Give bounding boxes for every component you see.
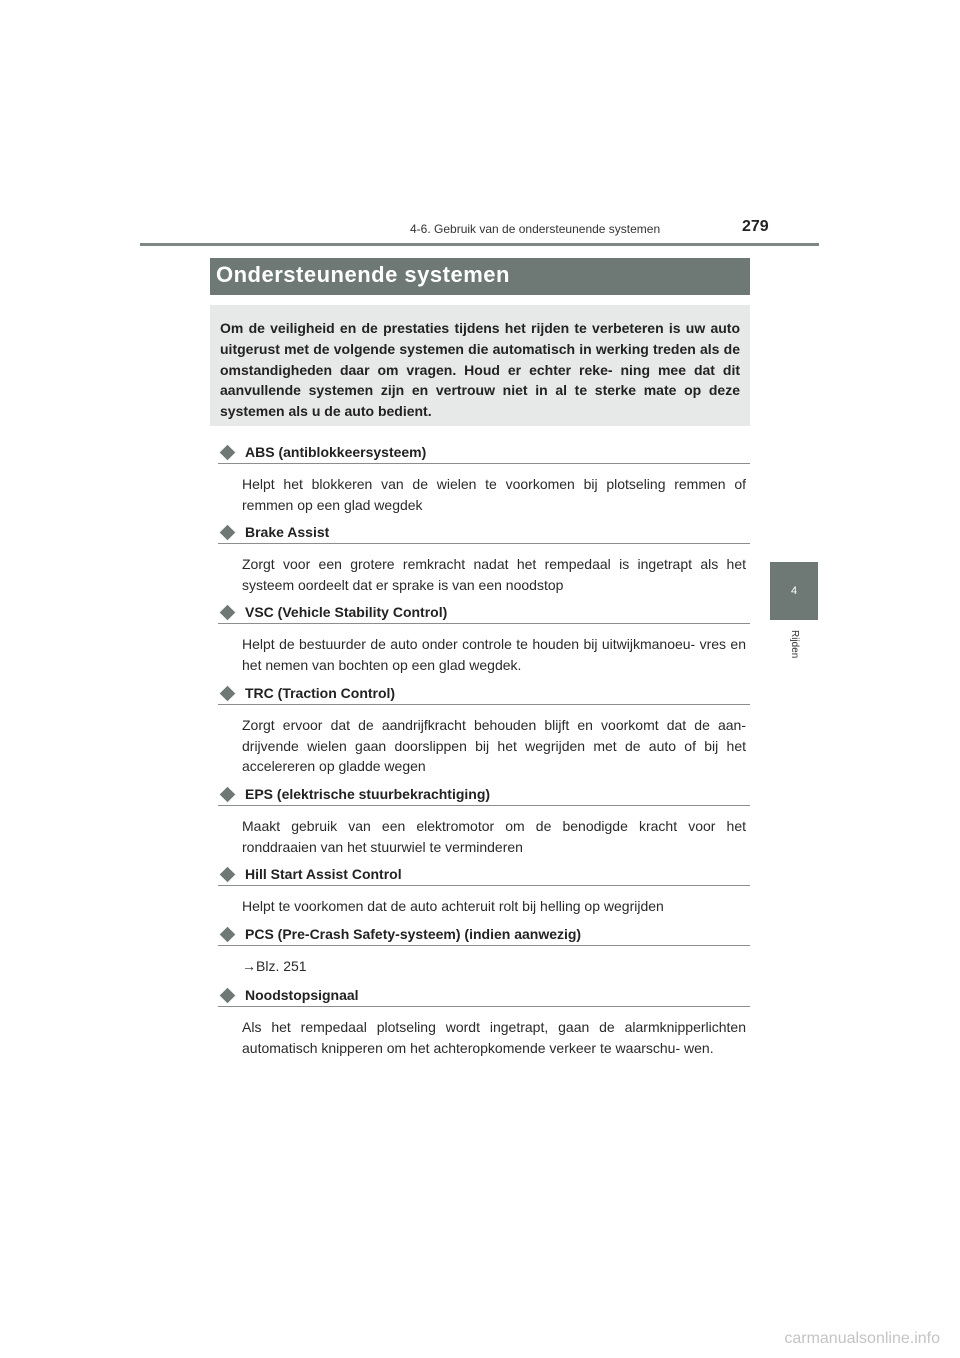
section-title: ABS (antiblokkeersysteem)	[245, 444, 427, 460]
diamond-icon	[220, 604, 236, 620]
section-body: Helpt te voorkomen dat de auto achteruit rolt bij helling op wegrijden	[242, 898, 664, 914]
title-bar	[210, 258, 750, 295]
diamond-icon	[220, 685, 236, 701]
page-reference-link[interactable]: Blz. 251	[256, 958, 307, 974]
chapter-tab: 4	[770, 562, 818, 620]
section-brake-assist	[218, 521, 750, 595]
section-head	[218, 441, 750, 464]
header-section-label: 4-6. Gebruik van de ondersteunende systemen	[410, 222, 661, 236]
section-pcs	[218, 923, 750, 977]
arrow-icon: →	[242, 958, 256, 974]
section-body: Maakt gebruik van een elektromotor om de benodigde kracht voor het ronddraaien van het stuurwiel te verminderen	[242, 818, 746, 855]
diamond-icon	[220, 444, 236, 460]
diamond-icon	[220, 786, 236, 802]
section-body: Als het rempedaal plotseling wordt ingetrapt, gaan de alarmknipperlichten automatisch knipperen om het achteropkomende verkeer te waarschu- wen.	[242, 1019, 746, 1056]
diamond-icon	[220, 524, 236, 540]
section-title: VSC (Vehicle Stability Control)	[245, 604, 448, 620]
section-head	[218, 923, 750, 946]
footer-watermark: carmanualsonline.info	[784, 1330, 940, 1347]
section-head	[218, 682, 750, 705]
intro-text: Om de veiligheid en de prestaties tijdens het rijden te verbeteren is uw auto uitgerust met de volgende systemen die automatisch in werking treden als de omstandigheden daar om vragen. Houd er echter reke- ning mee dat dit aanvullende systemen zijn en vertrouw niet in al te sterke mate op deze systemen als u de auto bedient.	[220, 320, 740, 420]
section-title: PCS (Pre-Crash Safety-systeem) (indien aanwezig)	[245, 926, 582, 942]
section-noodstopsignaal	[218, 984, 750, 1058]
section-title: TRC (Traction Control)	[245, 685, 396, 701]
header-rule	[140, 243, 819, 246]
section-body: Zorgt ervoor dat de aandrijfkracht behouden blijft en voorkomt dat de aan- drijvende wielen gaan doorslippen bij het wegrijden met de auto of bij het accelereren op gladde wegen	[242, 717, 746, 774]
section-hill-start	[218, 863, 750, 917]
diamond-icon	[220, 987, 236, 1003]
page-title: Ondersteunende systemen	[216, 262, 510, 287]
section-body: Zorgt voor een grotere remkracht nadat het rempedaal is ingetrapt als het systeem oordeelt dat er sprake is van een noodstop	[242, 556, 746, 593]
chapter-label: Rijden	[789, 630, 800, 659]
section-head	[218, 783, 750, 806]
section-head	[218, 601, 750, 624]
section-title: EPS (elektrische stuurbekrachtiging)	[245, 786, 491, 802]
section-head	[218, 521, 750, 544]
section-trc	[218, 682, 750, 777]
page-number: 279	[742, 218, 769, 235]
section-body: Helpt het blokkeren van de wielen te voorkomen bij plotseling remmen of remmen op een glad wegdek	[242, 476, 746, 513]
section-body	[242, 956, 746, 977]
section-title: Brake Assist	[245, 524, 330, 540]
diamond-icon	[220, 866, 236, 882]
intro-box	[210, 305, 750, 426]
section-head	[218, 984, 750, 1007]
section-title: Hill Start Assist Control	[245, 866, 402, 882]
section-head	[218, 863, 750, 886]
section-body: Helpt de bestuurder de auto onder controle te houden bij uitwijkmanoeu- vres en het nemen van bochten op een glad wegdek.	[242, 636, 746, 673]
section-vsc	[218, 601, 750, 675]
section-abs	[218, 441, 750, 515]
diamond-icon	[220, 926, 236, 942]
section-eps	[218, 783, 750, 857]
section-title: Noodstopsignaal	[245, 987, 359, 1003]
